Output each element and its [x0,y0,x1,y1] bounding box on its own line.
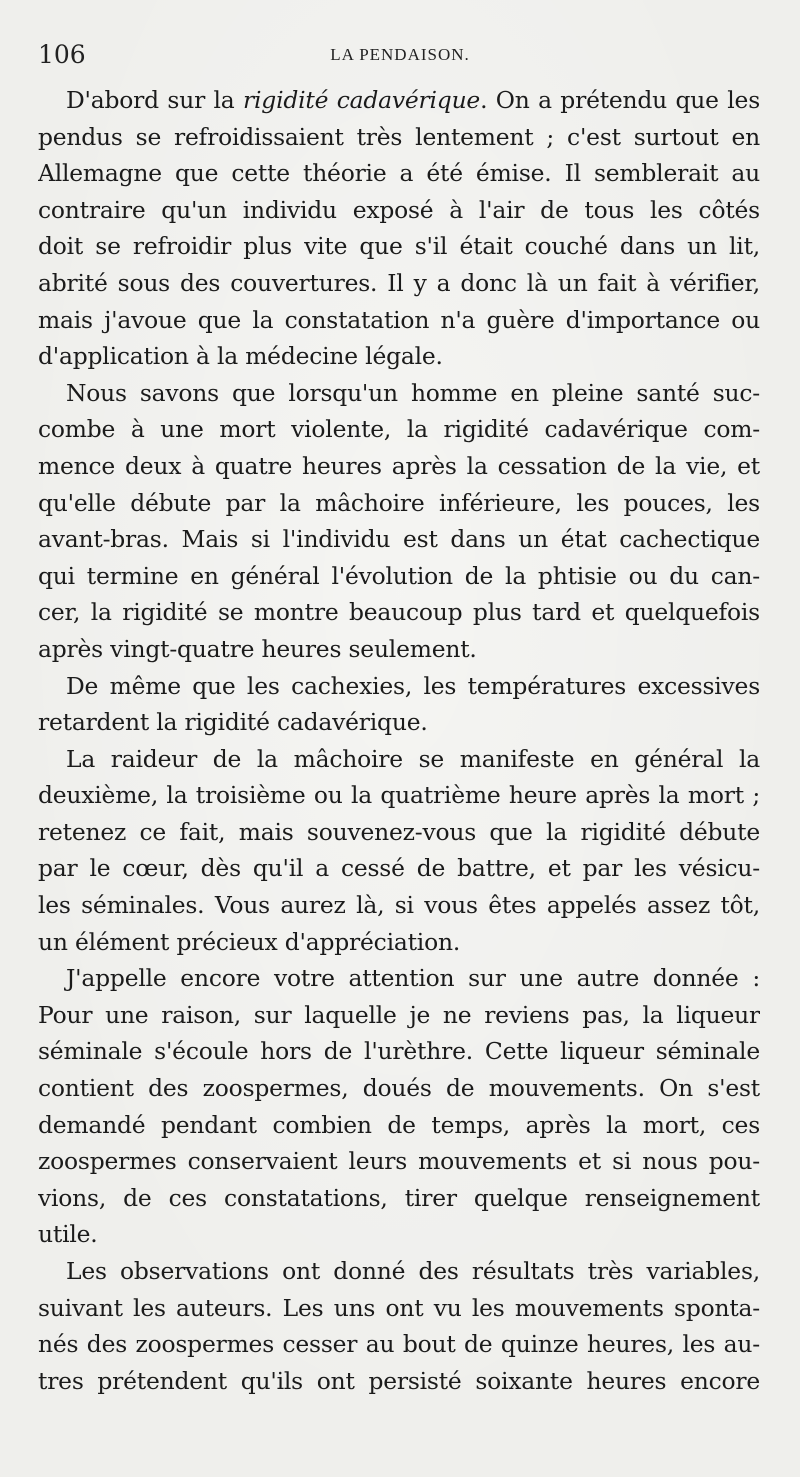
text-line: nés des zoospermes cesser au bout de quinze heures, les au- [38,1330,760,1359]
text-line: suivant les auteurs. Les uns ont vu les mouvements sponta- [38,1293,760,1322]
text-line: Les observations ont donné des résultats très variables, [66,1257,760,1285]
text-line: pendus se refroidissaient très lentement ; c'est surtout en [38,122,760,151]
paragraph [38,82,760,375]
paragraph [38,375,760,668]
text-line: tres prétendent qu'ils ont persisté soixante heures encore [38,1366,760,1395]
text-line: les séminales. Vous aurez là, si vous êtes appelés assez tôt, [38,891,760,920]
text-line: d'application à la médecine légale. [38,342,443,371]
paragraph [38,1253,760,1399]
paragraph [38,668,760,741]
body-text [38,82,760,1399]
text-line: avant-bras. Mais si l'individu est dans un état cachectique [38,525,760,554]
text-line: retenez ce fait, mais souvenez-vous que la rigidité débute [38,817,760,846]
text-line: mence deux à quatre heures après la cessation de la vie, et [38,451,760,480]
text-line: deuxième, la troisième ou la quatrième heure après la mort ; [38,781,760,810]
text-line: qu'elle débute par la mâchoire inférieure, les pouces, les [38,488,760,517]
text-line: après vingt-quatre heures seulement. [38,634,477,663]
text-line: contraire qu'un individu exposé à l'air de tous les côtés [38,195,760,224]
text-line: Pour une raison, sur laquelle je ne reviens pas, la liqueur [38,1000,760,1029]
text-line: utile. [38,1220,98,1249]
text-line: combe à une mort violente, la rigidité cadavérique com- [38,415,760,444]
running-title: LA PENDAISON. [330,45,470,64]
text-line: zoospermes conservaient leurs mouvements et si nous pou- [38,1147,760,1176]
text-line: mais j'avoue que la constatation n'a guère d'importance ou [38,305,760,334]
text-line: séminale s'écoule hors de l'urèthre. Cette liqueur séminale [38,1037,760,1066]
text-line: Allemagne que cette théorie a été émise. Il semblerait au [38,159,760,188]
text-line: Nous savons que lorsqu'un homme en pleine santé suc- [66,378,760,407]
text-line: La raideur de la mâchoire se manifeste en général la [66,744,760,773]
page-number: 106 [38,40,86,69]
text-line: D'abord sur la rigidité cadavérique. On a prétendu que les [66,86,760,114]
paragraph [38,960,760,1253]
text-line: De même que les cachexies, les températures excessives [66,671,760,700]
emphasis-text: rigidité cadavérique [243,86,481,114]
text-line: qui termine en général l'évolution de la phtisie ou du can- [38,561,760,590]
text-line: demandé pendant combien de temps, après la mort, ces [38,1110,760,1139]
text-line: par le cœur, dès qu'il a cessé de battre, et par les vésicu- [38,854,760,883]
text-line: doit se refroidir plus vite que s'il était couché dans un lit, [38,232,760,261]
text-line: contient des zoospermes, doués de mouvements. On s'est [38,1074,760,1103]
text-line: J'appelle encore votre attention sur une autre donnée : [66,964,760,993]
text-line: abrité sous des couvertures. Il y a donc là un fait à vérifier, [38,268,760,297]
paragraph [38,741,760,961]
text-line: retardent la rigidité cadavérique. [38,708,428,737]
text-line: vions, de ces constatations, tirer quelque renseignement [38,1183,760,1212]
text-line: cer, la rigidité se montre beaucoup plus tard et quelquefois [38,598,760,627]
text-line: un élément précieux d'appréciation. [38,927,461,956]
